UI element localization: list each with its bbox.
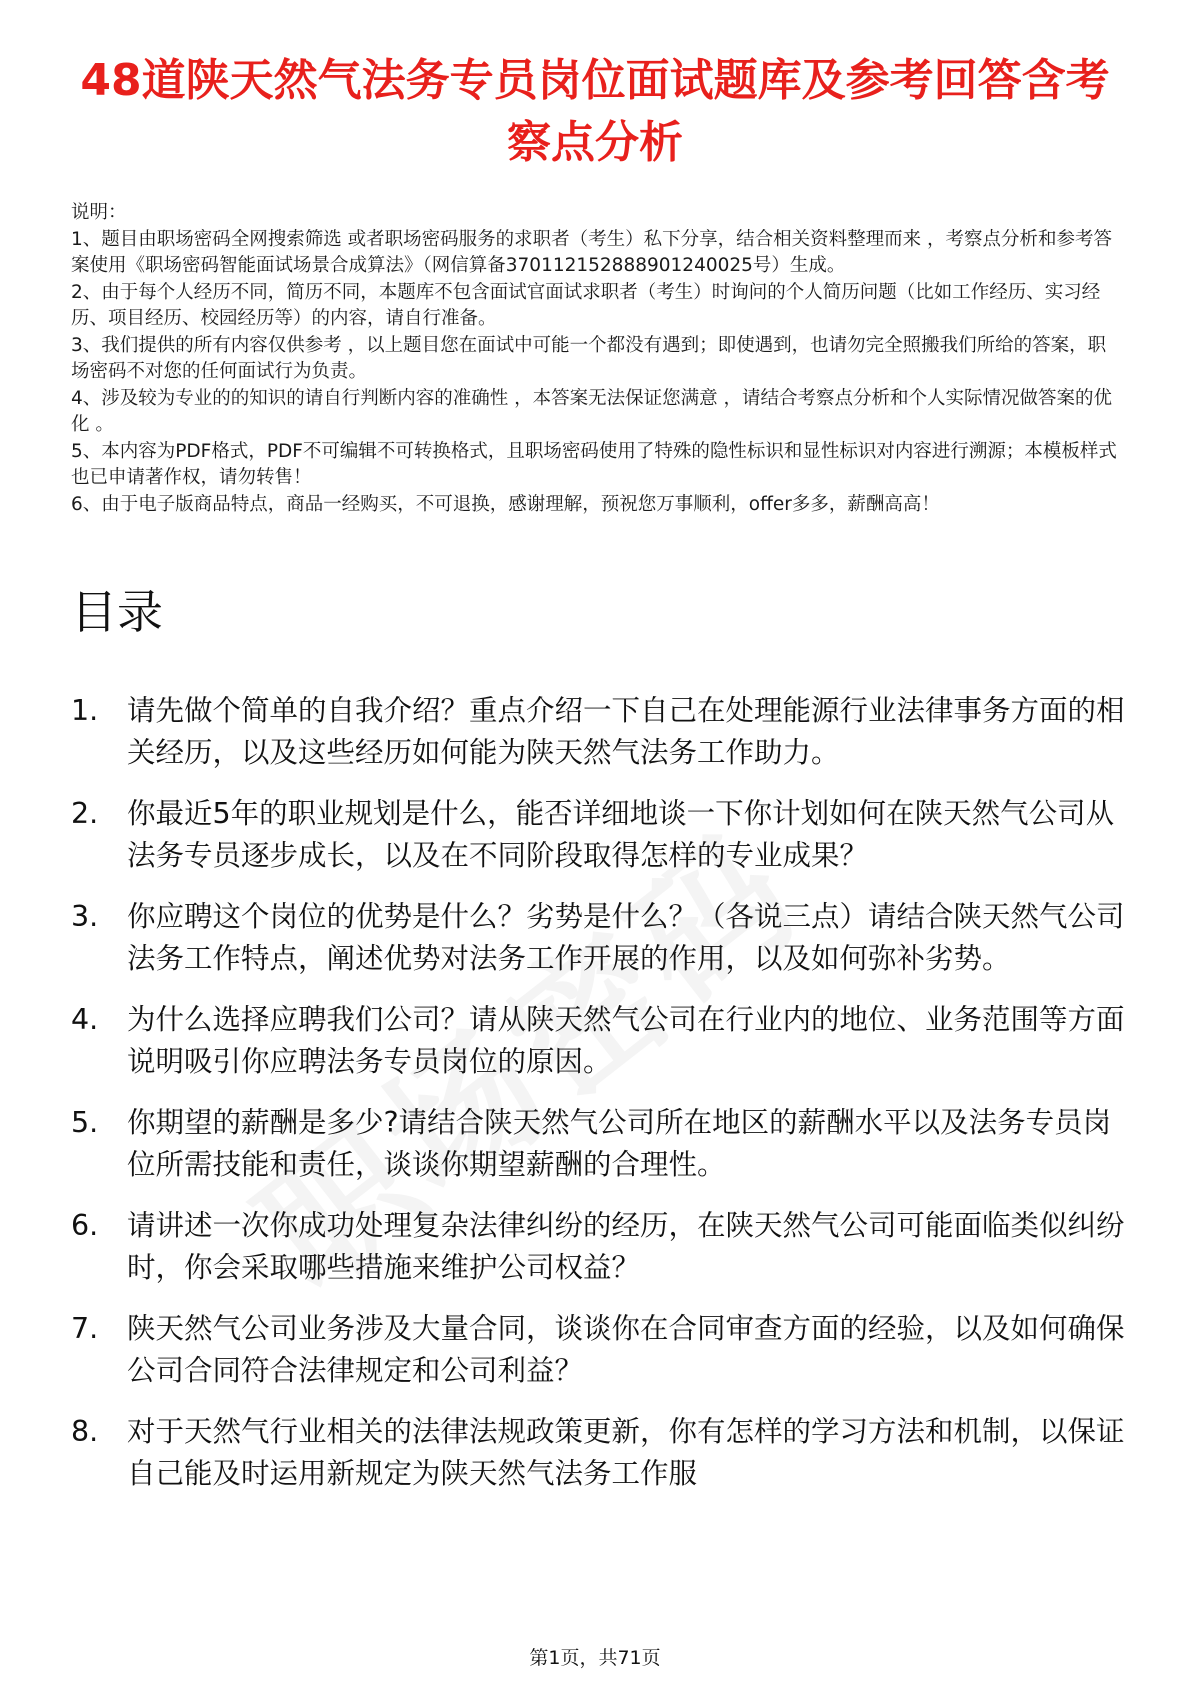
instruction-item: 2、由于每个人经历不同，简历不同，本题库不包含面试官面试求职者（考生）时询问的个人简历问题（比如工作经历、实习经历、项目经历、校园经历等）的内容，请自行准备。 xyxy=(71,281,1101,329)
toc-item-number: 5. xyxy=(71,1106,99,1139)
toc-item-number: 6. xyxy=(71,1209,99,1242)
toc-item-text: 为什么选择应聘我们公司？请从陕天然气公司在行业内的地位、业务范围等方面说明吸引你应聘法务专员岗位的原因。 xyxy=(127,1003,1125,1078)
toc-item[interactable] xyxy=(71,1411,1131,1495)
toc-heading: 目录 xyxy=(71,585,163,639)
instruction-item: 6、由于电子版商品特点，商品一经购买，不可退换，感谢理解，预祝您万事顺利，offer多多，薪酬高高！ xyxy=(71,493,940,515)
toc-item[interactable] xyxy=(71,1205,1131,1289)
toc-item-text: 陕天然气公司业务涉及大量合同，谈谈你在合同审查方面的经验，以及如何确保公司合同符合法律规定和公司利益？ xyxy=(127,1312,1125,1387)
instructions-block xyxy=(71,200,1121,518)
toc-item-number: 3. xyxy=(71,900,99,933)
toc-item-number: 8. xyxy=(71,1415,99,1448)
instructions-heading: 说明： xyxy=(71,202,127,223)
toc-item[interactable] xyxy=(71,1308,1131,1392)
toc-list xyxy=(71,690,1131,1514)
page-footer: 第1页，共71页 xyxy=(529,1647,661,1669)
toc-item-number: 7. xyxy=(71,1312,99,1345)
toc-item-text: 请先做个简单的自我介绍？重点介绍一下自己在处理能源行业法律事务方面的相关经历，以及这些经历如何能为陕天然气法务工作助力。 xyxy=(127,694,1125,769)
toc-item[interactable] xyxy=(71,690,1131,774)
toc-item-number: 4. xyxy=(71,1003,99,1036)
toc-item[interactable] xyxy=(71,896,1131,980)
instruction-item: 4、涉及较为专业的的知识的请自行判断内容的准确性 ，本答案无法保证您满意 ，请结合考察点分析和个人实际情况做答案的优化 。 xyxy=(71,387,1113,435)
instruction-item: 1、题目由职场密码全网搜索筛选 或者职场密码服务的求职者（考生）私下分享，结合相关资料整理而来 ，考察点分析和参考答案使用《职场密码智能面试场景合成算法》（网信算备370112152888901240025号）生成。 xyxy=(71,228,1113,276)
toc-item[interactable] xyxy=(71,793,1131,877)
document-title: 48道陕天然气法务专员岗位面试题库及参考回答含考察点分析 xyxy=(80,55,1110,168)
toc-item-number: 2. xyxy=(71,797,99,830)
instruction-item: 3、我们提供的所有内容仅供参考 ，以上题目您在面试中可能一个都没有遇到；即使遇到，也请勿完全照搬我们所给的答案，职场密码不对您的任何面试行为负责。 xyxy=(71,334,1107,382)
toc-item-text: 你应聘这个岗位的优势是什么？劣势是什么？（各说三点）请结合陕天然气公司法务工作特点，阐述优势对法务工作开展的作用，以及如何弥补劣势。 xyxy=(127,900,1125,975)
toc-item-text: 你期望的薪酬是多少?请结合陕天然气公司所在地区的薪酬水平以及法务专员岗位所需技能和责任，谈谈你期望薪酬的合理性。 xyxy=(127,1106,1112,1181)
toc-item[interactable] xyxy=(71,1102,1131,1186)
toc-item-text: 请讲述一次你成功处理复杂法律纠纷的经历，在陕天然气公司可能面临类似纠纷时，你会采取哪些措施来维护公司权益？ xyxy=(127,1209,1125,1284)
toc-item[interactable] xyxy=(71,999,1131,1083)
toc-item-number: 1. xyxy=(71,694,99,727)
instruction-item: 5、本内容为PDF格式，PDF不可编辑不可转换格式，且职场密码使用了特殊的隐性标识和显性标识对内容进行溯源；本模板样式也已申请著作权，请勿转售！ xyxy=(71,440,1117,488)
toc-item-text: 对于天然气行业相关的法律法规政策更新，你有怎样的学习方法和机制，以保证自己能及时运用新规定为陕天然气法务工作服 xyxy=(127,1415,1125,1490)
toc-item-text: 你最近5年的职业规划是什么，能否详细地谈一下你计划如何在陕天然气公司从法务专员逐步成长，以及在不同阶段取得怎样的专业成果？ xyxy=(127,797,1115,872)
